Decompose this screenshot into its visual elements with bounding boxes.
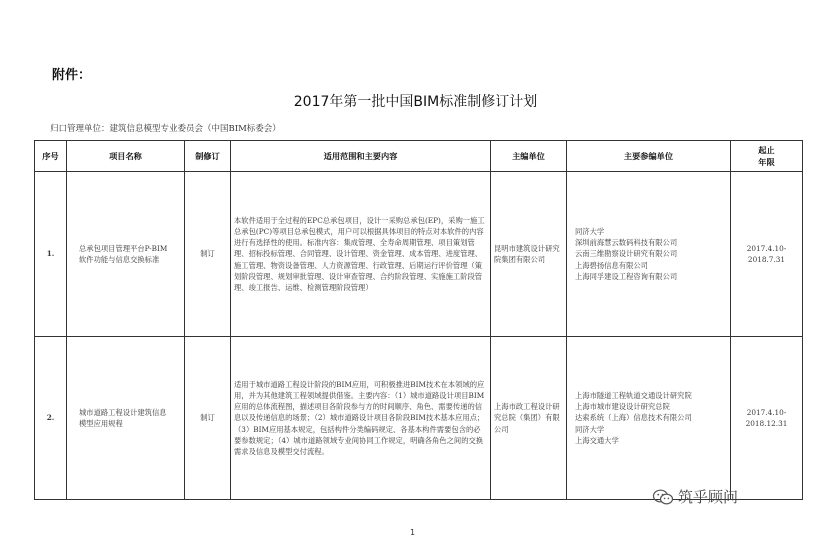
participant: 达索系统（上海）信息技术有限公司	[575, 413, 692, 423]
row-project-name: 城市道路工程设计建筑信息模型应用规程	[67, 337, 185, 500]
page-number: 1	[410, 528, 416, 537]
period-end: 2018.7.31	[747, 255, 786, 264]
watermark	[652, 486, 738, 507]
row-period	[731, 172, 803, 337]
row-editor: 昆明市建筑设计研究院集团有限公司	[491, 172, 567, 337]
row-project-name: 总承包项目管理平台P-BIM软件功能与信息交换标准	[67, 172, 185, 337]
row-scope: 本软件适用于全过程的EPC总承包项目，设计一采购总承包(EP)，采购一施工总承包(PC)等项目总承包模式，用户可以根据具体项目的特点对本软件的内容进行有选择性的使用。标准内容：集成管理、全寿命周期管理、项目策划管理、招标投标管理、合同管理、设计管理、资金管理、成本管理、进度管理、施工管理、物资设备管理、人力资源管理、行政管理、后期运行评价管理（策划阶段管理、规划审批管理、设计审查管理、合约阶段管理、实施施工阶段管理、竣工报告、运维、检测管理阶段管理）	[231, 172, 491, 337]
row-scope: 适用于城市道路工程设计阶段的BIM应用，可积极推进BIM技术在本领域的应用，并为其他建筑工程领域提供借鉴。主要内容：（1）城市道路设计项目BIM应用的总体流程图，描述项目各阶段参与方的时间顺序、角色、需要传递的信息以及传递信息的场景；（2）城市道路设计项目各阶段BIM技术基本应用点；（3）BIM应用基本规定，包括构件分类编码规定、各基本构件需要包含的必要参数规定；（4）城市道路领域专业间协同工作规定，明确各角色之间的交换需求及信息及模型交付流程。	[231, 337, 491, 500]
period-end: 2018.12.31	[745, 419, 788, 428]
row-participants	[567, 337, 731, 500]
participant: 同济大学	[575, 226, 605, 236]
col-header-scope: 适用范围和主要内容	[231, 141, 491, 172]
col-header-name: 项目名称	[67, 141, 185, 172]
participant: 上海碧扬信息有限公司	[575, 260, 648, 270]
col-header-editor: 主编单位	[491, 141, 567, 172]
row-seq: 1.	[35, 172, 67, 337]
period-header-text: 起止 年限	[758, 145, 775, 167]
col-header-period	[731, 141, 803, 172]
managing-authority: 归口管理单位：建筑信息模型专业委员会（中国BIM标委会）	[50, 124, 281, 134]
row-period	[731, 337, 803, 500]
participant: 上海市隧道工程轨道交通设计研究院	[575, 390, 692, 400]
row-type: 制订	[185, 337, 231, 500]
period-start: 2017.4.10-	[746, 243, 787, 253]
participant: 上海市城市建设设计研究总院	[575, 402, 670, 412]
col-header-seq: 序号	[35, 141, 67, 172]
document-title: 2017年第一批中国BIM标准制修订计划	[293, 94, 538, 110]
row-participants	[567, 172, 731, 337]
row-seq: 2.	[35, 337, 67, 500]
table-row	[35, 337, 803, 500]
participant: 云南三维勘察设计研究有限公司	[575, 249, 678, 259]
col-header-participants: 主要参编单位	[567, 141, 731, 172]
plan-table	[34, 140, 803, 500]
participant: 上海交通大学	[575, 435, 619, 445]
participant: 同济大学	[575, 424, 605, 434]
table-row	[35, 172, 803, 337]
col-header-type: 制修订	[185, 141, 231, 172]
participant: 上海同孚建设工程咨询有限公司	[575, 271, 678, 281]
row-editor: 上海市政工程设计研究总院（集团）有限公司	[491, 337, 567, 500]
participant: 深圳前海慧云数码科技有限公司	[575, 238, 678, 248]
period-start: 2017.4.10-	[746, 407, 787, 417]
attachment-label: 附件：	[52, 68, 92, 83]
row-type: 制订	[185, 172, 231, 337]
table-header-row	[35, 141, 803, 172]
wechat-icon	[652, 488, 674, 506]
watermark-text: 筑乎顾问	[678, 488, 739, 506]
